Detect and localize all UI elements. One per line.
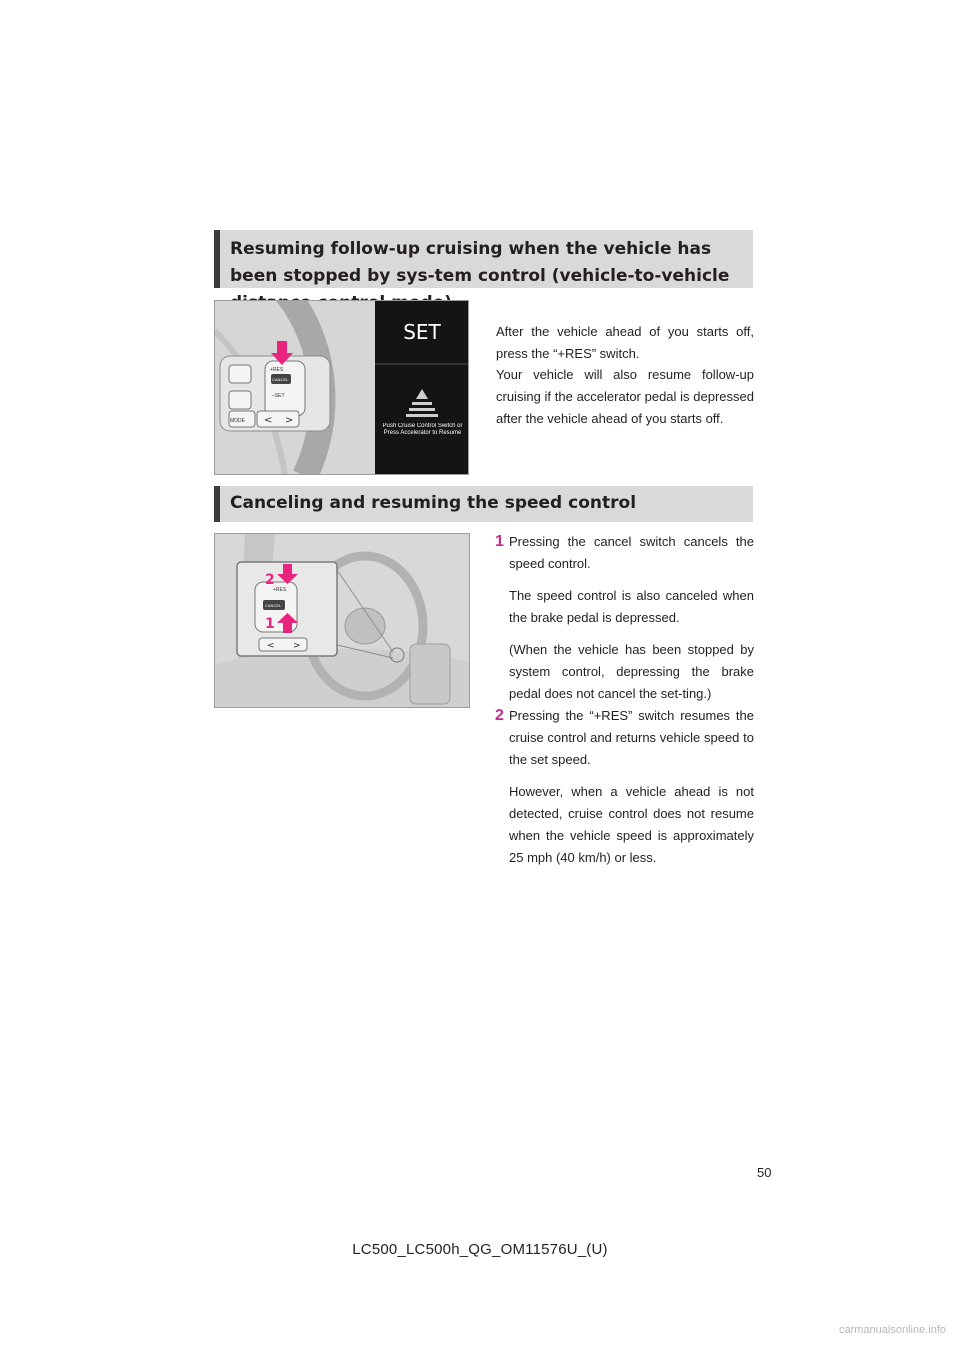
section-title: Canceling and resuming the speed control <box>230 493 637 513</box>
section-title: Resuming follow-up cruising when the vehicle has been stopped by sys-tem control (vehicle-to-vehicle <box>230 239 730 286</box>
paragraph-resume-instruction: After the vehicle ahead of you starts off, press the “+RES” switch. <box>496 324 754 361</box>
steering-switch-illustration <box>215 301 469 475</box>
cancel-resume-figure <box>214 533 470 708</box>
step-2-paragraph-limitation: However, when a vehicle ahead is not detected, cruise control does not resume when the vehicle speed is approximately 25 mph (40 km/h) or less. <box>509 784 754 865</box>
svg-text:<: < <box>267 641 275 651</box>
switch-label-set: –SET <box>272 393 285 399</box>
switch-label-mode: MODE <box>230 418 245 424</box>
steering-switch-set-figure <box>214 300 469 475</box>
svg-text:>: > <box>285 415 294 426</box>
section-header-resuming-follow-up <box>214 230 753 288</box>
cockpit-illustration <box>215 534 470 708</box>
switch-label-cancel: CANCEL <box>272 377 289 382</box>
step-number-2: 2 <box>495 707 504 724</box>
step-number-1: 1 <box>495 533 504 550</box>
step-1-paragraph-note: (When the vehicle has been stopped by system control, depressing the brake pedal does not cancel the set-ting.) <box>509 642 754 701</box>
display-resume-message: Push Cruise Control Switch or Press Accelerator to Resume <box>382 423 463 436</box>
inset-label-cancel: CANCEL <box>265 603 282 608</box>
svg-text:<: < <box>264 415 273 426</box>
step-1-paragraph-brake: The speed control is also canceled when the brake pedal is depressed. <box>509 588 754 625</box>
watermark-text: carmanualsonline.info <box>838 1324 946 1336</box>
section-header-canceling-resuming <box>214 486 753 522</box>
display-set-text: SET <box>403 320 441 344</box>
svg-text:>: > <box>293 641 301 651</box>
switch-label-res: +RES <box>270 367 284 373</box>
step-2-paragraph-resume: Pressing the “+RES” switch resumes the cruise control and returns vehicle speed to the set speed. <box>509 708 754 767</box>
page-number: 50 <box>757 1165 772 1180</box>
inset-label-res: +RES <box>273 587 287 593</box>
document-code: LC500_LC500h_QG_OM11576U_(U) <box>352 1241 608 1258</box>
callout-number-1: 1 <box>265 616 275 632</box>
step-1-paragraph-cancel: Pressing the cancel switch cancels the speed control. <box>509 534 754 571</box>
callout-number-2: 2 <box>265 572 275 588</box>
paragraph-accelerator-resume: Your vehicle will also resume follow-up cruising if the accelerator pedal is depressed after the vehicle ahead of you starts off. <box>496 367 754 426</box>
